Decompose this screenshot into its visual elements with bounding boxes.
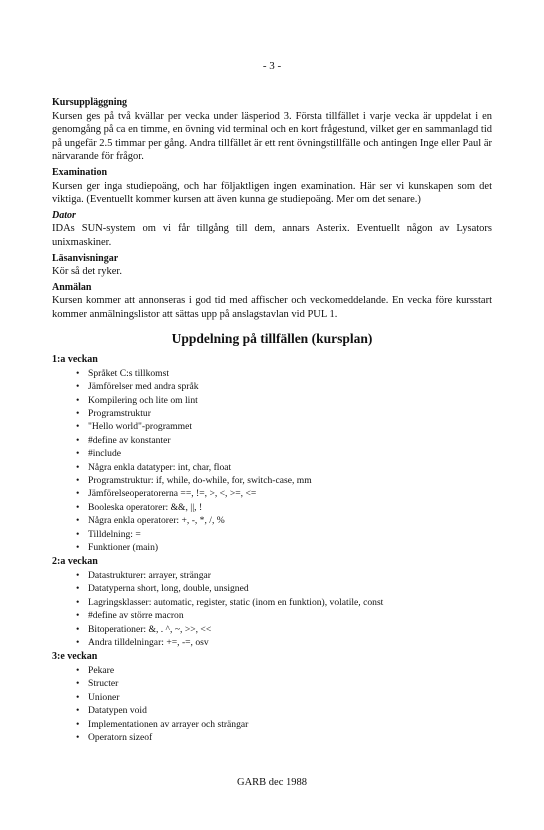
section-heading: Kursuppläggning [52, 97, 128, 108]
list-item: • Implementationen av arrayer och strängar [76, 718, 492, 731]
list-item: • #define av större macron [76, 609, 492, 622]
week-heading: 2:a veckan [52, 556, 98, 568]
section-heading: Läsanvisningar [52, 252, 119, 264]
week-2 [52, 555, 492, 649]
list-item: • Några enkla datatyper: int, char, float [76, 461, 492, 474]
week-1 [52, 353, 492, 554]
section-text: Kör så det ryker. [52, 266, 122, 278]
list-item: • Kompilering och lite om lint [76, 394, 492, 407]
section-lasanvisningar [52, 252, 492, 279]
list-item: • Programstruktur [76, 407, 492, 420]
section-text: Kursen ger inga studiepoäng, och har följaktligen ingen examination. Här ser vi kunskapen som det viktiga. (Eventuellt kommer kursen att även kunna ge studiepoäng. Mer om det senare.) [52, 180, 492, 206]
week-item-list [52, 367, 492, 555]
list-item: • "Hello world"-programmet [76, 420, 492, 433]
list-item: • Unioner [76, 691, 492, 704]
week-item-list [52, 569, 492, 649]
list-item: • Några enkla operatorer: +, -, *, /, % [76, 514, 492, 527]
section-heading: Examination [52, 166, 108, 178]
list-item: • Jämförelseoperatorerna ==, !=, >, <, >=, <= [76, 487, 492, 500]
list-item: • Funktioner (main) [76, 541, 492, 554]
list-item: • Pekare [76, 664, 492, 677]
list-item: • Språket C:s tillkomst [76, 367, 492, 380]
list-item: • Programstruktur: if, while, do-while, for, switch-case, mm [76, 474, 492, 487]
section-text: IDAs SUN-system om vi får tillgång till dem, annars Asterix. Eventuellt någon av Lysators unixmaskiner. [52, 223, 492, 248]
list-item: • Datastrukturer: arrayer, strängar [76, 569, 492, 582]
schedule-title: Uppdelning på tillfällen (kursplan) [171, 330, 373, 346]
section-text: Kursen kommer att annonseras i god tid med affischer och veckomeddelande. En vecka före kursstart kommer anmälningslistor att sättas upp på anslagstavlan vid PUL 1. [52, 295, 492, 320]
list-item: • Lagringsklasser: automatic, register, static (inom en funktion), volatile, const [76, 596, 492, 609]
list-item: • Structer [76, 677, 492, 690]
list-item: • Datatyperna short, long, double, unsigned [76, 582, 492, 595]
week-item-list [52, 664, 492, 744]
list-item: • Andra tilldelningar: +=, -=, osv [76, 636, 492, 649]
page-number: - 3 - [262, 60, 282, 72]
list-item: • Datatypen void [76, 704, 492, 717]
list-item: • #define av konstanter [76, 434, 492, 447]
week-3 [52, 650, 492, 744]
section-anmalan [52, 281, 492, 322]
list-item: • Jämförelser med andra språk [76, 380, 492, 393]
footer-signature: GARB dec 1988 [237, 777, 307, 788]
section-heading: Anmälan [52, 281, 92, 293]
document-body [52, 96, 492, 744]
section-text: Kursen ges på två kvällar per vecka under läsperiod 3. Första tillfället i varje vecka är uppdelat i en genomgång på ca en timme, en övning vid terminal och en kort frågestund, vilket ger en sammanlagd tid på ungefär 2.5 timmar per gång. Andra tillfället är ett rent övningstillfälle och antingen Inge eller Paul är närvarande för frågor. [52, 110, 493, 163]
list-item: • #include [76, 447, 492, 460]
list-item: • Tilldelning: = [76, 528, 492, 541]
week-heading: 1:a veckan [52, 354, 98, 366]
section-examination [52, 166, 492, 207]
list-item: • Booleska operatorer: &&, ||, ! [76, 501, 492, 514]
section-kursupplaggning [52, 96, 492, 164]
list-item: • Bitoperationer: &, . ^, ~, >>, << [76, 623, 492, 636]
section-dator [52, 209, 492, 250]
section-heading: Dator [52, 209, 76, 221]
week-heading: 3:e veckan [52, 651, 98, 663]
list-item: • Operatorn sizeof [76, 731, 492, 744]
